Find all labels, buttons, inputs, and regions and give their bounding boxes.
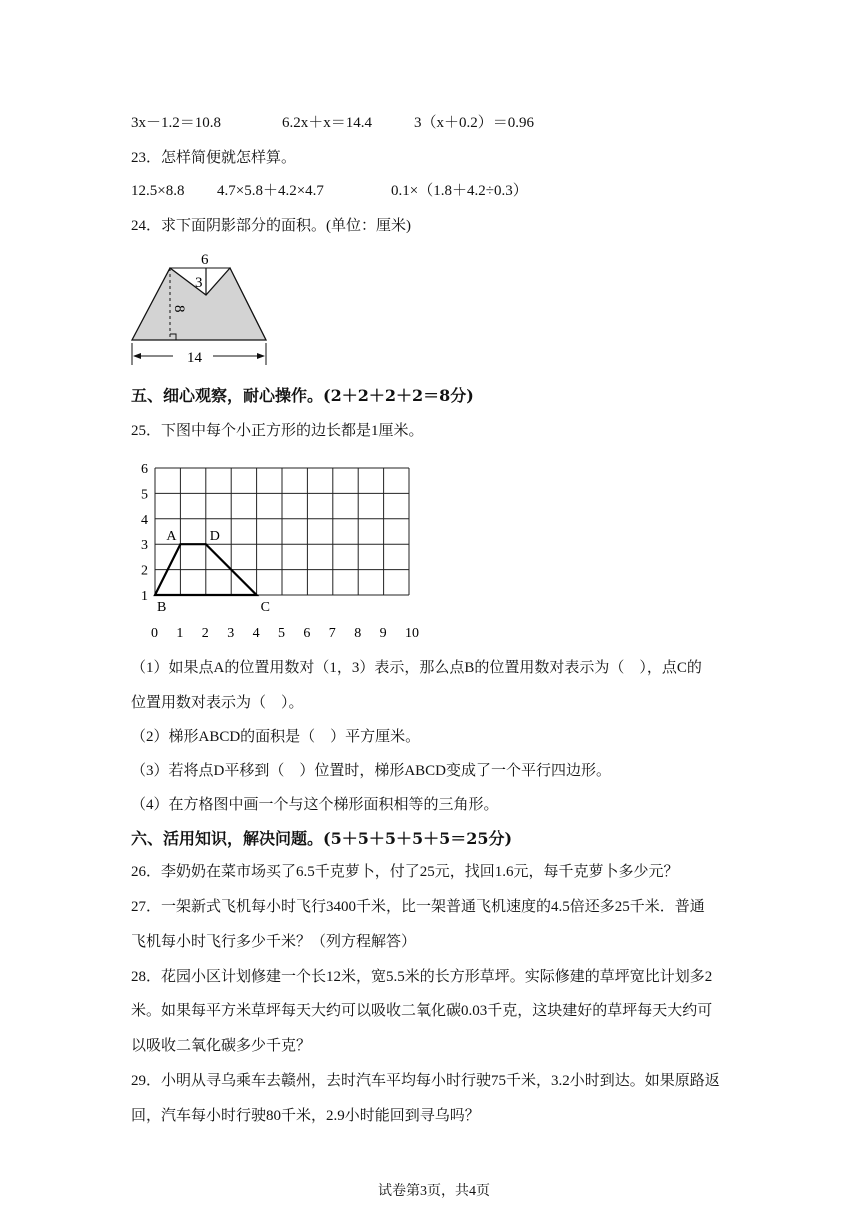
q27-line1: 27．一架新式飞机每小时飞行3400千米，比一架普通飞机速度的4.5倍还多25千米．普通	[131, 899, 705, 915]
q25-sub4: （4）在方格图中画一个与这个梯形面积相等的三角形。	[131, 797, 499, 813]
q29-line1: 29．小明从寻乌乘车去赣州，去时汽车平均每小时行驶75千米，3.2小时到达。如果原路返	[131, 1073, 720, 1089]
q28-line2: 米。如果每平方米草坪每天大约可以吸收二氧化碳0.03千克，这块建好的草坪每天大约可	[131, 1003, 713, 1019]
q28-line3: 以吸收二氧化碳多少千克？	[131, 1038, 312, 1054]
y-tick-label: 4	[141, 512, 148, 528]
y-tick-label: 5	[141, 487, 148, 503]
y-tick-label: 2	[141, 563, 148, 579]
x-tick-label: 3	[227, 626, 235, 641]
q25-sub1-line1: （1）如果点A的位置用数对（1，3）表示，那么点B的位置用数对表示为（ ），点C的	[131, 660, 702, 676]
q28-line1: 28．花园小区计划修建一个长12米，宽5.5米的长方形草坪。实际修建的草坪宽比计划多2	[131, 969, 713, 985]
y-tick-label: 1	[141, 589, 148, 604]
x-tick-label: 8	[354, 626, 362, 641]
x-tick-label: 7	[328, 626, 336, 641]
q24-prompt: 24．求下面阴影部分的面积。(单位：厘米)	[131, 218, 411, 234]
y-tick-label: 6	[141, 462, 148, 477]
coordinate-grid	[138, 452, 438, 642]
q23-prompt: 23．怎样简便就怎样算。	[131, 150, 297, 166]
x-tick-label: 4	[252, 626, 260, 641]
x-tick-label: 2	[201, 626, 209, 641]
label-top: 6	[201, 252, 209, 268]
equation-1: 3x－1.2＝10.8	[131, 115, 222, 131]
q25-sub3: （3）若将点D平移到（ ）位置时，梯形ABCD变成了一个平行四边形。	[131, 763, 612, 779]
q27-line2: 飞机每小时飞行多少千米？（列方程解答）	[131, 934, 417, 950]
point-label-d: D	[209, 529, 220, 545]
q29-line2: 回，汽车每小时行驶80千米，2.9小时能回到寻乌吗？	[131, 1108, 480, 1124]
q25-sub1-line2: 位置用数对表示为（ ）。	[131, 695, 304, 711]
label-base: 14	[187, 350, 202, 366]
expression-2: 4.7×5.8＋4.2×4.7	[217, 183, 324, 199]
point-label-a: A	[166, 529, 177, 545]
point-label-b: B	[157, 600, 167, 615]
q25-prompt: 25．下图中每个小正方形的边长都是1厘米。	[131, 423, 424, 439]
arrowhead-left	[133, 353, 141, 359]
arrowhead-right	[257, 353, 265, 359]
equation-2: 6.2x＋x＝14.4	[282, 115, 373, 131]
x-tick-label: 1	[176, 626, 184, 641]
page-footer: 试卷第3页，共4页	[378, 1184, 490, 1199]
section-6-title: 六、活用知识，解决问题。(5＋5＋5＋5＋5＝25分)	[131, 829, 513, 848]
section-5-title: 五、细心观察，耐心操作。(2＋2＋2＋2＝8分)	[131, 386, 474, 405]
x-tick-label: 10	[405, 626, 419, 641]
q25-sub2: （2）梯形ABCD的面积是（ ）平方厘米。	[131, 729, 421, 745]
x-tick-label: 6	[303, 626, 311, 641]
label-notch: 3	[195, 275, 203, 291]
y-tick-label: 3	[141, 538, 148, 554]
x-tick-label: 5	[278, 626, 285, 641]
x-tick-label: 9	[379, 626, 387, 641]
point-label-c: C	[260, 600, 270, 615]
expression-1: 12.5×8.8	[131, 183, 185, 199]
shaded-area-figure	[125, 247, 285, 372]
label-height: 8	[171, 305, 187, 313]
expression-3: 0.1×（1.8＋4.2÷0.3）	[391, 183, 528, 199]
equation-3: 3（x＋0.2）＝0.96	[414, 115, 535, 131]
x-tick-label: 0	[151, 626, 158, 641]
q26: 26．李奶奶在菜市场买了6.5千克萝卜，付了25元，找回1.6元，每千克萝卜多少元？	[131, 864, 679, 880]
